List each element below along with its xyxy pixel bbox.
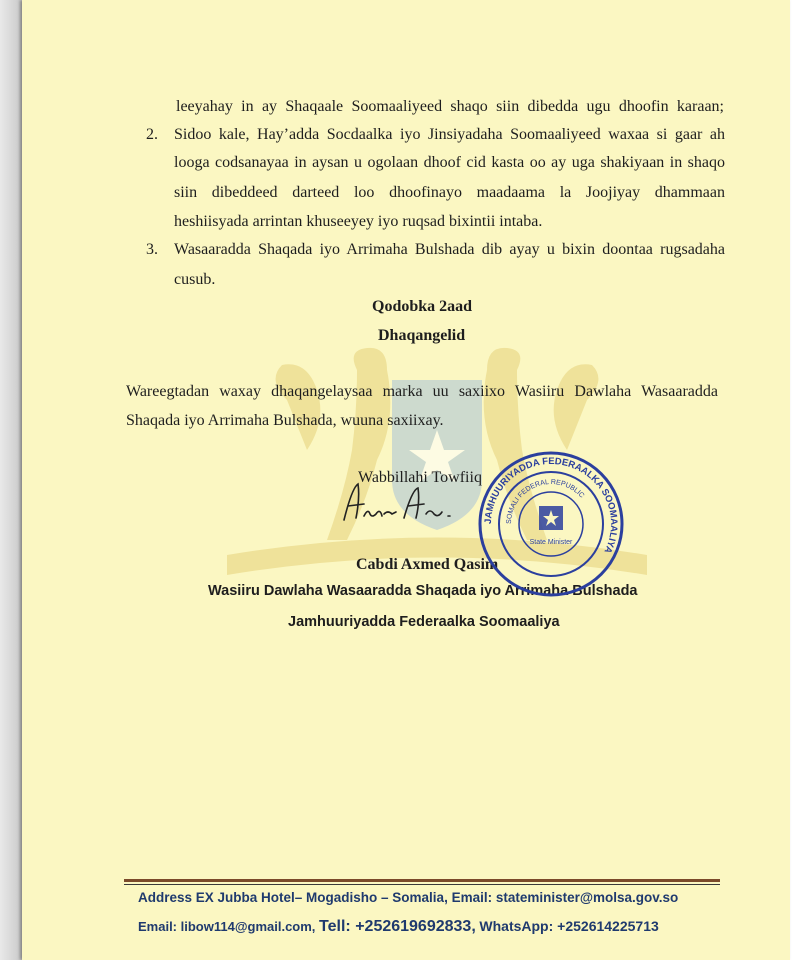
footer-rule-thick — [124, 879, 720, 882]
seal-outer-text: JAMHUURIYADDA FEDERAALKA SOOMAALIYA — [482, 455, 620, 555]
signer-name: Cabdi Axmed Qasim — [356, 556, 499, 573]
item2-line-2: looga codsanayaa in aysan u ogolaan dhoof cid kasta oo ay uga shakiyaan in shaqo — [174, 154, 725, 171]
list-number-2: 2. — [146, 126, 158, 143]
footer-email-label: Email: — [138, 919, 178, 934]
signer-organization: Jamhuuriyadda Federaalka Soomaaliya — [288, 614, 560, 630]
footer-address-line: Address EX Jubba Hotel– Mogadisho – Somalia, Email: stateminister@molsa.gov.so — [138, 890, 679, 905]
item2-line-1: Sidoo kale, Hay’adda Socdaalka iyo Jinsiyadaha Soomaaliyeed waxaa si gaar ah — [174, 126, 725, 143]
signer-title: Wasiiru Dawlaha Wasaaradda Shaqada iyo Arrimaha Bulshada — [208, 583, 638, 599]
paragraph-line-2: Shaqada iyo Arrimaha Bulshada, wuuna saxiixay. — [126, 412, 444, 429]
item3-line-1: Wasaaradda Shaqada iyo Arrimaha Bulshada dib ayay u bixin doontaa rugsadaha — [174, 241, 725, 258]
item3-line-2: cusub. — [174, 271, 216, 288]
seal-center-text: State Minister — [529, 539, 573, 546]
footer-rule-thin — [124, 884, 720, 885]
item2-line-3: siin dibeddeed darteed loo dhoofinayo maadaama la Joojiyay dhammaan — [174, 184, 725, 201]
footer-email-value: libow114@gmail.com, — [180, 919, 316, 934]
footer-whatsapp: WhatsApp: +252614225713 — [479, 918, 659, 934]
footer-contact-line — [138, 918, 659, 936]
section-title: Qodobka 2aad — [372, 298, 473, 315]
seal-inner-text: SOMALI FEDERAL REPUBLIC — [505, 478, 586, 525]
section-subtitle: Dhaqangelid — [378, 327, 466, 344]
item2-line-4: heshiisyada arrintan khuseeyey iyo ruqsad bixintii intaba. — [174, 213, 543, 230]
handwritten-signature — [338, 478, 458, 528]
paragraph-line-1: Wareegtadan waxay dhaqangelaysaa marka uu saxiixo Wasiiru Dawlaha Wasaaradda — [126, 383, 718, 400]
page-edge — [0, 0, 22, 960]
official-stamp-seal — [477, 450, 625, 598]
list-number-3: 3. — [146, 241, 158, 258]
body-line-continuation: leeyahay in ay Shaqaale Soomaaliyeed shaqo siin dibedda ugu dhoofin karaan; — [176, 98, 724, 115]
closing-phrase: Wabbillahi Towfiiq — [358, 469, 482, 486]
footer-tell: Tell: +252619692833, — [319, 918, 476, 935]
document-page — [22, 0, 790, 960]
